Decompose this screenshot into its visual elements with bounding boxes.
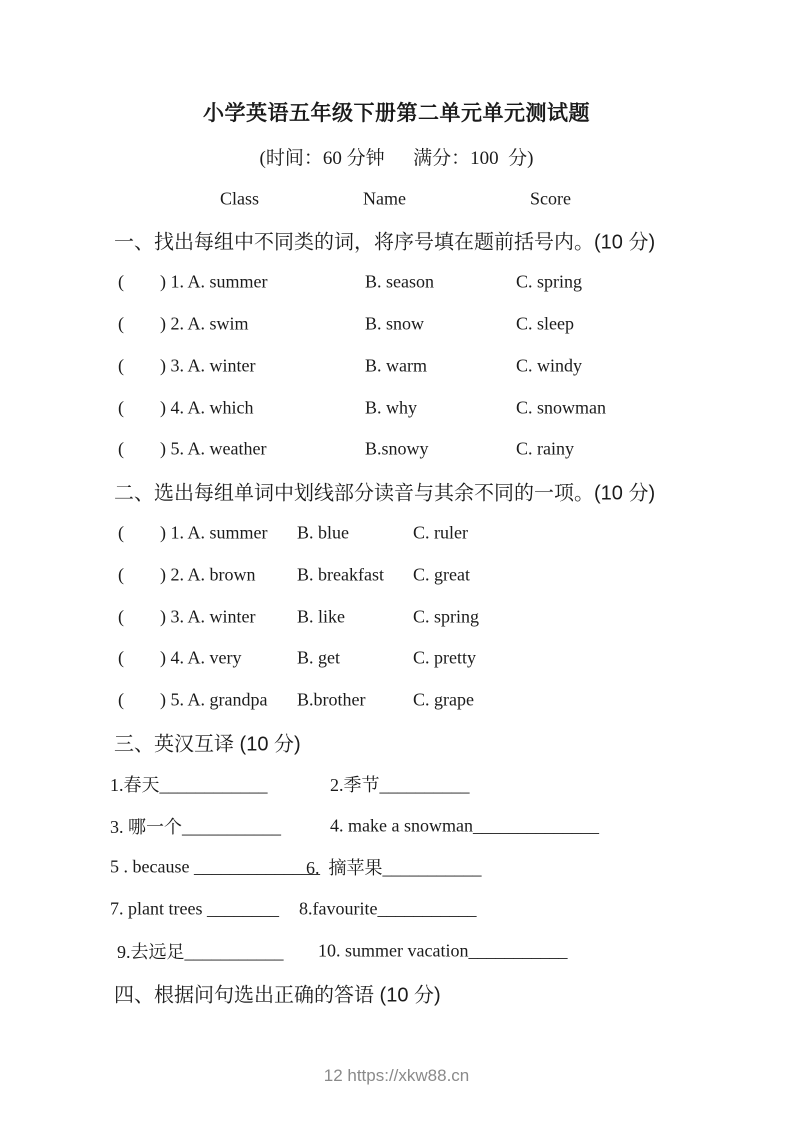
class-label: Class xyxy=(220,188,260,209)
section-two-item-2 xyxy=(0,554,793,596)
translation-row-1 xyxy=(0,763,793,805)
watermark-url-text: 12 https://xkw88.cn xyxy=(323,1066,470,1085)
option-c: C. pretty xyxy=(413,647,476,668)
option-b: B. like xyxy=(297,606,345,627)
translation-item: 5 . because ______________ xyxy=(110,856,320,877)
option-a: ( ) 4. A. which xyxy=(118,397,254,418)
option-c: C. great xyxy=(413,564,470,585)
section-two-heading: 二、选出每组单词中划线部分读音与其余不同的一项。(10 分) xyxy=(114,482,656,505)
title-row xyxy=(0,88,793,136)
option-a: ( ) 2. A. brown xyxy=(118,564,256,585)
translation-item: 6. 摘苹果___________ xyxy=(306,858,482,879)
section-two-item-5 xyxy=(0,679,793,721)
translation-row-2 xyxy=(0,805,793,847)
translation-item: 4. make a snowman______________ xyxy=(330,815,599,836)
option-a: ( ) 4. A. very xyxy=(118,647,242,668)
section-three-heading-row xyxy=(0,721,793,763)
header-fields-row xyxy=(0,178,793,220)
option-c: C. sleep xyxy=(516,313,574,334)
option-a: ( ) 2. A. swim xyxy=(118,313,249,334)
section-one-heading-row xyxy=(0,220,793,262)
section-one-item-1 xyxy=(0,261,793,303)
translation-row-5 xyxy=(0,930,793,972)
section-two-item-3 xyxy=(0,596,793,638)
name-label: Name xyxy=(363,188,406,209)
option-a: ( ) 3. A. winter xyxy=(118,606,256,627)
exam-info-row xyxy=(0,136,793,178)
option-a: ( ) 3. A. winter xyxy=(118,355,256,376)
section-one-item-2 xyxy=(0,303,793,345)
option-b: B. breakfast xyxy=(297,564,384,585)
translation-row-3 xyxy=(0,847,793,889)
option-b: B. season xyxy=(365,271,434,292)
option-a: ( ) 5. A. weather xyxy=(118,438,267,459)
option-c: C. spring xyxy=(516,271,583,292)
section-one-heading: 一、找出每组中不同类的词，将序号填在题前括号内。(10 分) xyxy=(114,231,656,254)
option-c: C. snowman xyxy=(516,397,606,418)
translation-item: 2.季节__________ xyxy=(330,774,470,795)
section-four-heading-row xyxy=(0,972,793,1014)
section-three-heading: 三、英汉互译 (10 分) xyxy=(114,733,301,756)
option-c: C. spring xyxy=(413,606,480,627)
option-a: ( ) 5. A. grandpa xyxy=(118,689,268,710)
option-b: B. blue xyxy=(297,522,349,543)
section-two-item-1 xyxy=(0,512,793,554)
option-c: C. windy xyxy=(516,355,583,376)
translation-item: 8.favourite___________ xyxy=(299,898,477,919)
section-one-item-5 xyxy=(0,429,793,471)
option-b: B. snow xyxy=(365,313,425,334)
option-b: B. get xyxy=(297,647,340,668)
section-four-heading: 四、根据问句选出正确的答语 (10 分) xyxy=(114,984,441,1007)
translation-item: 1.春天____________ xyxy=(110,774,268,795)
translation-item: 3. 哪一个___________ xyxy=(110,816,281,837)
option-c: C. ruler xyxy=(413,522,468,543)
score-label: Score xyxy=(530,188,571,209)
translation-row-4 xyxy=(0,888,793,930)
section-one-item-3 xyxy=(0,345,793,387)
option-b: B.snowy xyxy=(365,438,429,459)
option-a: ( ) 1. A. summer xyxy=(118,522,268,543)
option-c: C. rainy xyxy=(516,438,574,459)
translation-item: 10. summer vacation___________ xyxy=(318,940,568,961)
option-b: B. why xyxy=(365,397,418,418)
option-b: B.brother xyxy=(297,689,366,710)
translation-item: 9.去远足___________ xyxy=(117,942,284,963)
section-two-heading-row xyxy=(0,470,793,512)
option-c: C. grape xyxy=(413,689,474,710)
page-footer xyxy=(0,1066,793,1086)
exam-time-score-info: (时间：60 分钟 满分：100 分) xyxy=(259,148,534,170)
option-a: ( ) 1. A. summer xyxy=(118,271,268,292)
section-two-item-4 xyxy=(0,638,793,680)
section-one-item-4 xyxy=(0,387,793,429)
option-b: B. warm xyxy=(365,355,427,376)
translation-item: 7. plant trees ________ xyxy=(110,898,279,919)
page-title: 小学英语五年级下册第二单元单元测试题 xyxy=(203,102,590,125)
